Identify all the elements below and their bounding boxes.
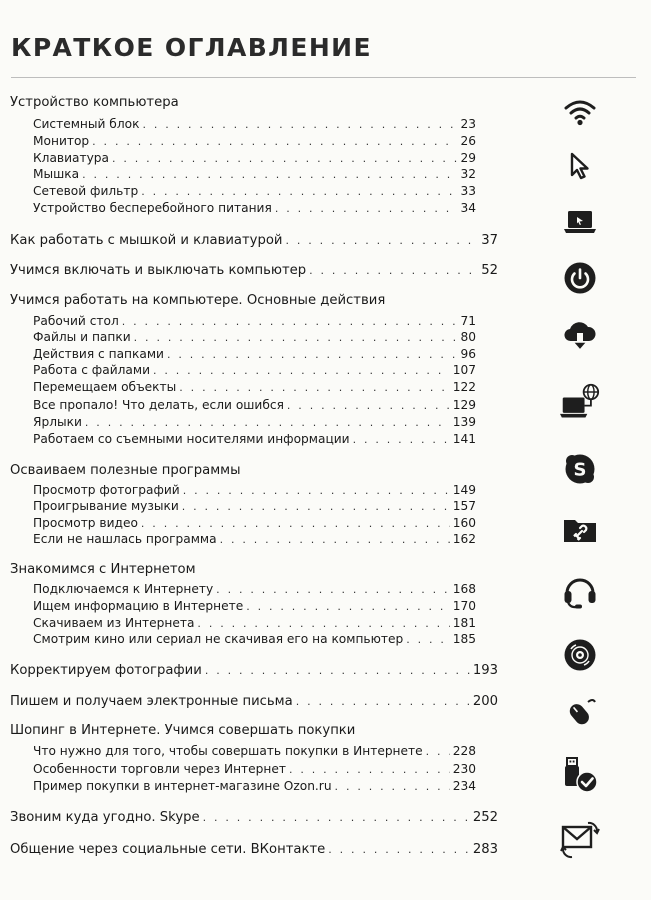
- toc-entry[interactable]: Рабочий стол . . . 71: [33, 314, 476, 328]
- toc-entry[interactable]: Работа с файлами . . . 107: [33, 363, 476, 377]
- section-heading[interactable]: Шопинг в Интернете. Учимся совершать покупки: [10, 723, 356, 738]
- toc-entry[interactable]: Что нужно для того, чтобы совершать покупки в Интернете . . . 228: [33, 744, 476, 758]
- toc-entry[interactable]: Смотрим кино или сериал не скачивая его на компьютер . . . 185: [33, 632, 476, 646]
- skype-icon: [560, 449, 600, 489]
- section-heading[interactable]: Осваиваем полезные программы: [10, 463, 241, 478]
- toc-entry[interactable]: Все пропало! Что делать, если ошибся . . . 129: [33, 398, 476, 412]
- toc-entry[interactable]: Скачиваем из Интернета . . . 181: [33, 616, 476, 630]
- mail-sync-icon: [560, 820, 600, 860]
- svg-text:S: S: [573, 459, 587, 481]
- section-heading[interactable]: Учимся работать на компьютере. Основные действия: [10, 293, 386, 308]
- headset-icon: [560, 572, 600, 612]
- toc-section-entry[interactable]: Общение через социальные сети. ВКонтакте . . . 283: [10, 842, 498, 857]
- folder-link-icon: [560, 510, 600, 550]
- power-icon: [560, 258, 600, 298]
- toc-section-entry[interactable]: Корректируем фотографии . . . 193: [10, 663, 498, 678]
- disc-icon: [560, 635, 600, 675]
- toc-entry[interactable]: Особенности торговли через Интернет . . . 230: [33, 762, 476, 776]
- toc-entry[interactable]: Просмотр фотографий . . . 149: [33, 483, 476, 497]
- laptop-icon: [560, 202, 600, 242]
- cloud-download-icon: [560, 316, 600, 356]
- toc-entry[interactable]: Клавиатура . . . 29: [33, 151, 476, 165]
- toc-entry[interactable]: Сетевой фильтр . . . 33: [33, 184, 476, 198]
- toc-entry[interactable]: Работаем со съемными носителями информации . . . 141: [33, 432, 476, 446]
- toc-section-entry[interactable]: Пишем и получаем электронные письма . . . 200: [10, 694, 498, 709]
- section-heading[interactable]: Знакомимся с Интернетом: [10, 562, 196, 577]
- toc-entry[interactable]: Монитор . . . 26: [33, 134, 476, 148]
- wifi-icon: [560, 92, 600, 132]
- toc-entry[interactable]: Подключаемся к Интернету . . . 168: [33, 582, 476, 596]
- mouse-icon: [560, 693, 600, 733]
- toc-entry[interactable]: Мышка . . . 32: [33, 167, 476, 181]
- toc-section-entry[interactable]: Звоним куда угодно. Skype . . . 252: [10, 810, 498, 825]
- toc-entry[interactable]: Ищем информацию в Интернете . . . 170: [33, 599, 476, 613]
- toc-entry[interactable]: Перемещаем объекты . . . 122: [33, 380, 476, 394]
- toc-section-entry[interactable]: Учимся включать и выключать компьютер . . . 52: [10, 263, 498, 278]
- usb-check-icon: [560, 755, 600, 795]
- section-heading[interactable]: Устройство компьютера: [10, 95, 179, 110]
- cursor-icon: [560, 146, 600, 186]
- toc-entry[interactable]: Системный блок . . . 23: [33, 117, 476, 131]
- toc-entry[interactable]: Ярлыки . . . 139: [33, 415, 476, 429]
- laptop-globe-icon: [560, 382, 600, 422]
- toc-entry[interactable]: Устройство бесперебойного питания . . . 34: [33, 201, 476, 215]
- page-title: КРАТКОЕ ОГЛАВЛЕНИЕ: [11, 33, 372, 62]
- toc-entry[interactable]: Если не нашлась программа . . . 162: [33, 532, 476, 546]
- toc-entry[interactable]: Действия с папками . . . 96: [33, 347, 476, 361]
- toc-entry[interactable]: Пример покупки в интернет-магазине Ozon.ru . . . 234: [33, 779, 476, 793]
- toc-section-entry[interactable]: Как работать с мышкой и клавиатурой . . . 37: [10, 233, 498, 248]
- toc-entry[interactable]: Файлы и папки . . . 80: [33, 330, 476, 344]
- toc-entry[interactable]: Проигрывание музыки . . . 157: [33, 499, 476, 513]
- toc-entry[interactable]: Просмотр видео . . . 160: [33, 516, 476, 530]
